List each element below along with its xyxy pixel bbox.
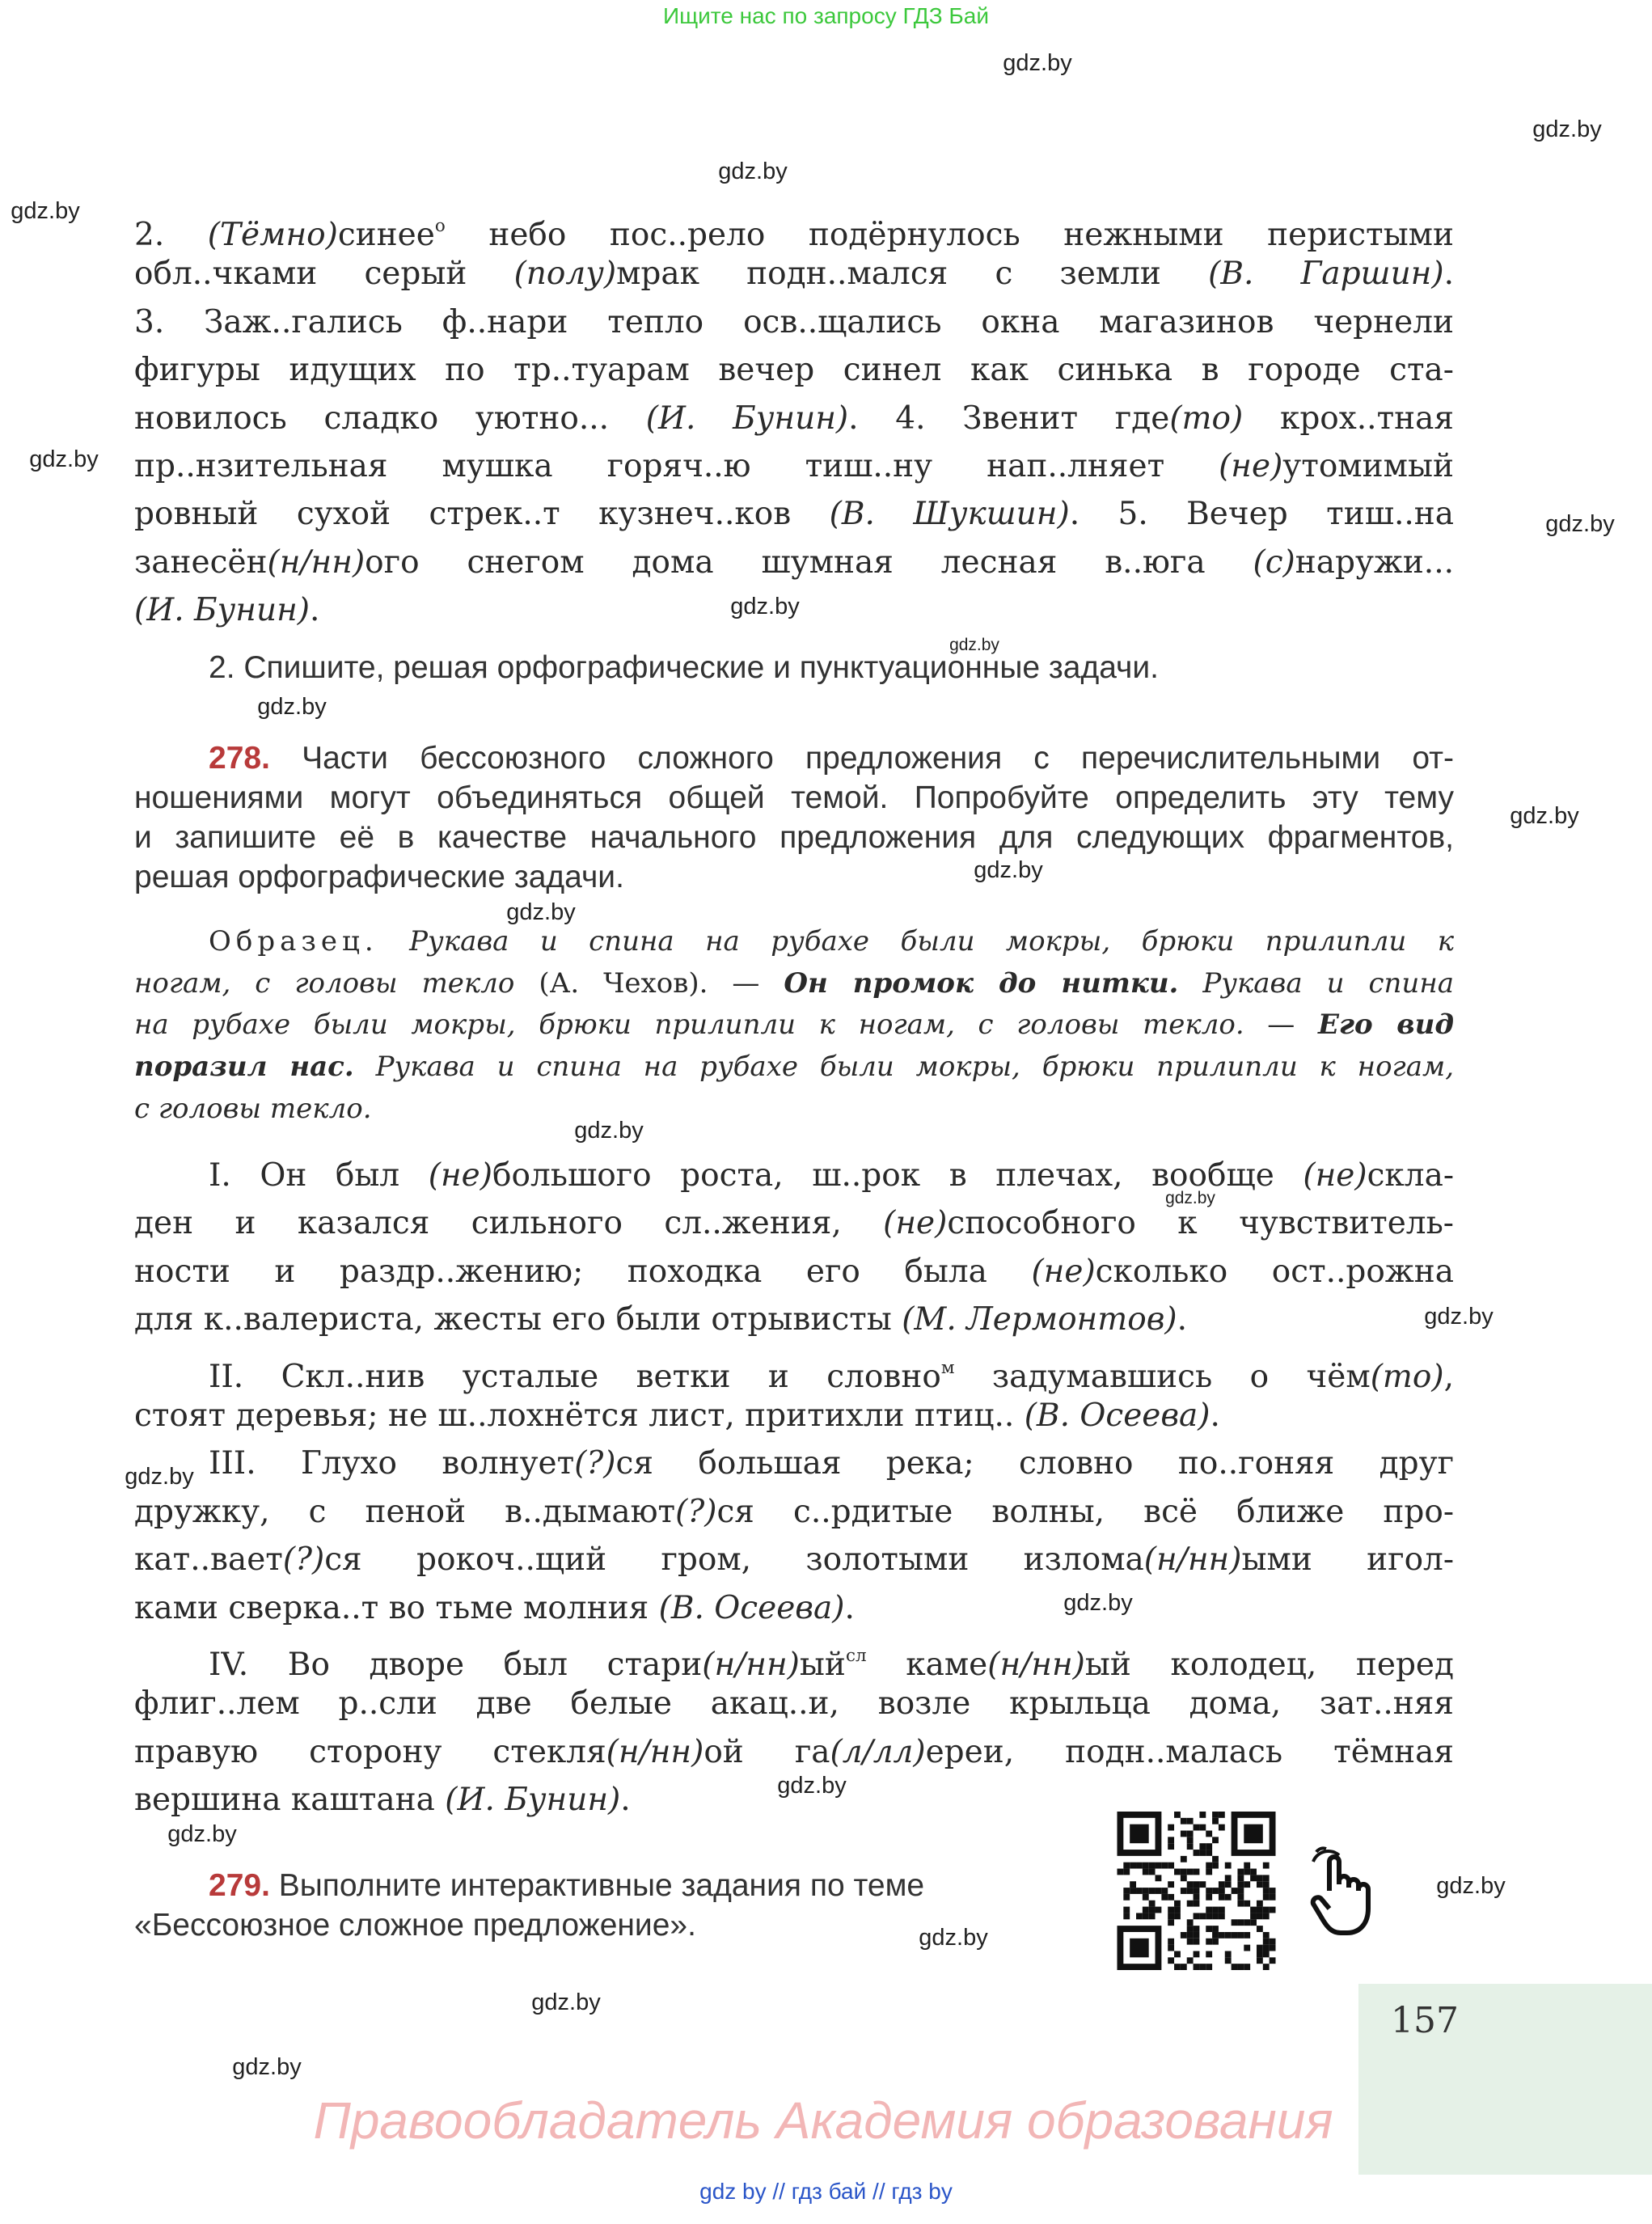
text-segment: (И. Бунин) [134, 592, 311, 629]
watermark: gdz.by [718, 159, 788, 184]
text-segment: ден и казался сильного сл..жения, [134, 1205, 884, 1242]
text-segment: каме [866, 1647, 988, 1684]
text-segment: большого роста, ш..рок в плечах, вообще [492, 1157, 1303, 1194]
exercise-279 [134, 1866, 1064, 1945]
text-segment: стоят деревья; не ш..лохнётся лист, притихли птиц.. [134, 1397, 1025, 1434]
text-line [134, 1632, 1455, 1684]
page-number: 157 [1391, 2000, 1459, 2041]
text-segment: мрак подн..мался с земли [616, 256, 1209, 293]
text-line [134, 778, 1454, 818]
text-line [134, 1536, 1454, 1583]
text-segment: ками сверка..т во тьме молния [134, 1589, 659, 1626]
text-line [134, 539, 1454, 586]
text-segment: — [1244, 1008, 1318, 1042]
text-line [134, 1584, 1454, 1632]
text-segment: Рукава и спина [1178, 966, 1454, 1000]
text-segment: IV. Во дворе был стари [209, 1647, 703, 1684]
text-segment: (?) [282, 1541, 325, 1579]
text-segment: фигуры идущих по тр..туарам вечер синел как синька в городе ста- [134, 352, 1454, 389]
watermark: gdz.by [531, 1989, 601, 2015]
text-line [134, 1152, 1454, 1199]
copyright-notice: Правообладатель Академия образования [313, 2091, 1333, 2150]
text-segment: утомимый [1282, 447, 1454, 484]
text-segment: (с) [1253, 543, 1295, 581]
text-line [134, 857, 1454, 897]
text-segment: Образец. [209, 925, 378, 958]
text-segment: (не) [883, 1205, 948, 1242]
watermark: gdz.by [1510, 803, 1579, 829]
text-segment: , [1443, 1358, 1454, 1395]
text-segment: Части бессоюзного сложного предложения с перечислительными от- [269, 741, 1454, 776]
exercise-number: 278. [209, 741, 270, 776]
text-segment: . 4. Звенит где [848, 400, 1170, 437]
text-segment: (М. Лермонтов) [902, 1301, 1177, 1338]
text-segment: (?) [574, 1445, 616, 1482]
watermark: gdz.by [1165, 1189, 1215, 1207]
text-segment: ся большая река; словно по..гоняя друг [615, 1445, 1454, 1482]
text-line [134, 346, 1454, 394]
text-segment: (н/нн) [987, 1647, 1085, 1684]
text-segment: кат..вает [134, 1541, 283, 1579]
text-segment: (В. Гаршин) [1208, 256, 1444, 293]
text-line [134, 586, 1454, 634]
text-segment: (то) [1169, 400, 1244, 437]
text-segment: ый колодец, перед [1084, 1647, 1455, 1684]
watermark: gdz.by [1532, 116, 1602, 142]
search-hint: Ищите нас по запросу ГДЗ Бай [662, 3, 990, 28]
text-segment: ровный сухой стрек..т кузнеч..ков [134, 496, 830, 533]
text-segment: (не) [1219, 447, 1283, 484]
text-line [134, 1905, 1064, 1945]
text-segment: задумавшись о чём [954, 1358, 1371, 1395]
watermark: gdz.by [574, 1118, 644, 1144]
text-line [134, 1866, 1064, 1905]
text-segment: (н/нн) [606, 1733, 704, 1770]
text-segment: сколько ост..рожна [1095, 1253, 1454, 1290]
text-line [134, 1680, 1454, 1727]
text-segment: (В. Осеева) [1024, 1397, 1210, 1434]
text-segment: наружи... [1295, 543, 1454, 581]
watermark: gdz.by [919, 1925, 988, 1951]
text-segment: . 5. Вечер тиш..на [1069, 496, 1454, 533]
text-segment: (н/нн) [267, 543, 365, 581]
text-segment: ношениями могут объединяться общей темой. Попробуйте определить эту тему [134, 780, 1454, 815]
text-segment: (И. Бунин) [645, 400, 849, 437]
text-line [134, 1296, 1454, 1343]
watermark: gdz.by [167, 1821, 237, 1847]
text-segment: (н/нн) [1143, 1541, 1242, 1579]
text-line [134, 250, 1454, 298]
text-segment: ности и раздр..жению; походка его была [134, 1253, 1032, 1290]
text-segment: ся рокоч..щий гром, золотыми излома [324, 1541, 1144, 1579]
text-line [134, 963, 1454, 1005]
watermark: gdz.by [125, 1464, 194, 1490]
text-line [134, 1004, 1454, 1046]
text-line [134, 1440, 1454, 1487]
watermark: gdz.by [1063, 1590, 1133, 1616]
text-segment: правую сторону стекля [134, 1733, 606, 1770]
text-line [134, 1728, 1454, 1776]
text-line [134, 738, 1454, 778]
exercise-text-a [134, 202, 1454, 635]
text-segment: . [1210, 1397, 1220, 1434]
text-segment: . [310, 592, 320, 629]
text-segment: Его вид [1317, 1008, 1455, 1042]
text-segment: с головы текло. [134, 1092, 372, 1125]
watermark: gdz.by [232, 2054, 302, 2080]
superscript-mark: о [434, 216, 446, 236]
watermark: gdz.by [949, 636, 999, 654]
text-segment: (И. Бунин) [445, 1782, 621, 1819]
text-segment: Он промок до нитки. [784, 966, 1179, 1000]
text-segment: ой га [703, 1733, 830, 1770]
text-segment: обл..чками серый [134, 256, 514, 293]
watermark: gdz.by [257, 694, 327, 720]
text-line [134, 490, 1454, 538]
watermark: gdz.by [730, 594, 800, 619]
watermark: gdz.by [1545, 511, 1615, 537]
text-line [134, 1344, 1454, 1395]
text-line [134, 1089, 1454, 1131]
sample-block [134, 921, 1454, 1130]
text-line [134, 818, 1454, 857]
text-segment: ся с..рдитые волны, всё ближе про- [716, 1493, 1455, 1530]
text-segment: скла- [1367, 1157, 1454, 1194]
text-segment: (Тёмно) [207, 217, 338, 254]
text-line [134, 202, 1455, 254]
qr-code-icon[interactable] [1115, 1812, 1278, 1970]
text-segment: ого снегом дома шумная лесная в..юга [365, 543, 1253, 581]
text-segment: «Бессоюзное сложное предложение». [134, 1908, 696, 1943]
text-segment: (н/нн) [702, 1647, 800, 1684]
text-segment: вершина каштана [134, 1782, 446, 1819]
text-segment: для к..валериста, жесты его были отрывисты [134, 1301, 902, 1338]
text-segment: крох..тная [1243, 400, 1455, 437]
text-segment: Рукава и спина на рубахе были мокры, брюки прилипли к [378, 925, 1454, 958]
text-segment: ереи, подн..малась тёмная [925, 1733, 1454, 1770]
text-line [134, 1199, 1454, 1247]
footer-links[interactable]: gdz by // гдз бай // гдз by [699, 2179, 953, 2204]
superscript-mark: м [940, 1357, 955, 1378]
text-line [134, 1046, 1454, 1089]
text-segment: пр..нзительная мушка горяч..ю тиш..ну нап..лняет [134, 447, 1219, 484]
text-segment: ногам, с головы текло [134, 966, 515, 1000]
text-segment: . [844, 1589, 855, 1626]
text-segment: 2. [134, 217, 208, 254]
watermark: gdz.by [506, 899, 576, 925]
exercise-number: 279. [209, 1868, 270, 1903]
text-segment: Рукава и спина на рубахе были мокры, брюки прилипли к ногам, [353, 1051, 1455, 1084]
text-segment: (не) [1303, 1157, 1367, 1194]
text-segment: . [1443, 256, 1454, 293]
task-instruction: 2. Спишите, решая орфографические и пунктуационные задачи. [209, 650, 1159, 685]
text-line [134, 1248, 1454, 1296]
text-segment: (л/лл) [830, 1733, 926, 1770]
watermark: gdz.by [1424, 1304, 1494, 1330]
text-segment: ыми игол- [1241, 1541, 1454, 1579]
watermark: gdz.by [1003, 50, 1072, 76]
text-line [134, 395, 1454, 442]
text-segment: новилось сладко уютно... [134, 400, 646, 437]
text-segment: I. Он был [209, 1157, 429, 1194]
text-segment: небо пос..рело подёрнулось нежными перистыми [445, 217, 1455, 254]
text-segment: 3. Заж..гались ф..нари тепло осв..щались окна магазинов чернели [134, 303, 1454, 340]
text-segment: дружку, с пеной в..дымают [134, 1493, 676, 1530]
text-segment: . [1177, 1301, 1188, 1338]
text-segment: II. Скл..нив усталые ветки и словно [209, 1358, 941, 1395]
text-segment: (?) [675, 1493, 717, 1530]
text-segment: (В. Осеева) [658, 1589, 845, 1626]
text-segment: способного к чувствитель- [947, 1205, 1454, 1242]
watermark: gdz.by [1436, 1873, 1506, 1899]
text-segment: (не) [428, 1157, 492, 1194]
text-segment: (В. Шукшин) [829, 496, 1070, 533]
text-line [134, 921, 1454, 963]
text-segment: Выполните интерактивные задания по теме [269, 1868, 925, 1903]
superscript-mark: сл [845, 1645, 867, 1666]
watermark: gdz.by [777, 1773, 847, 1799]
watermark: gdz.by [29, 446, 99, 472]
text-segment: III. Глухо волнует [209, 1445, 575, 1482]
text-segment: (не) [1031, 1253, 1096, 1290]
text-segment: на рубахе были мокры, брюки прилипли к ногам, с головы текло. [134, 1008, 1244, 1042]
text-line [134, 442, 1454, 490]
text-segment: (А. Чехов). — [514, 966, 784, 1000]
text-segment: (то) [1370, 1358, 1444, 1395]
text-segment: синее [337, 217, 435, 254]
watermark: gdz.by [974, 857, 1043, 883]
text-segment: решая орфографические задачи. [134, 860, 624, 894]
hand-pointer-icon [1303, 1842, 1381, 1943]
text-line [134, 298, 1454, 346]
text-segment: ый [799, 1647, 846, 1684]
text-segment: занесён [134, 543, 268, 581]
text-segment: . [620, 1782, 631, 1819]
text-line [134, 1392, 1454, 1440]
watermark: gdz.by [11, 198, 80, 224]
text-line [134, 1488, 1454, 1536]
exercise-text-b [134, 1152, 1454, 1824]
text-segment: (полу) [513, 256, 617, 293]
text-segment: и запишите её в качестве начального предложения для следующих фрагментов, [134, 820, 1454, 855]
text-segment: флиг..лем р..сли две белые акац..и, возле крыльца дома, зат..няя [134, 1685, 1454, 1723]
text-segment: поразил нас. [134, 1051, 354, 1084]
exercise-278 [134, 738, 1454, 897]
